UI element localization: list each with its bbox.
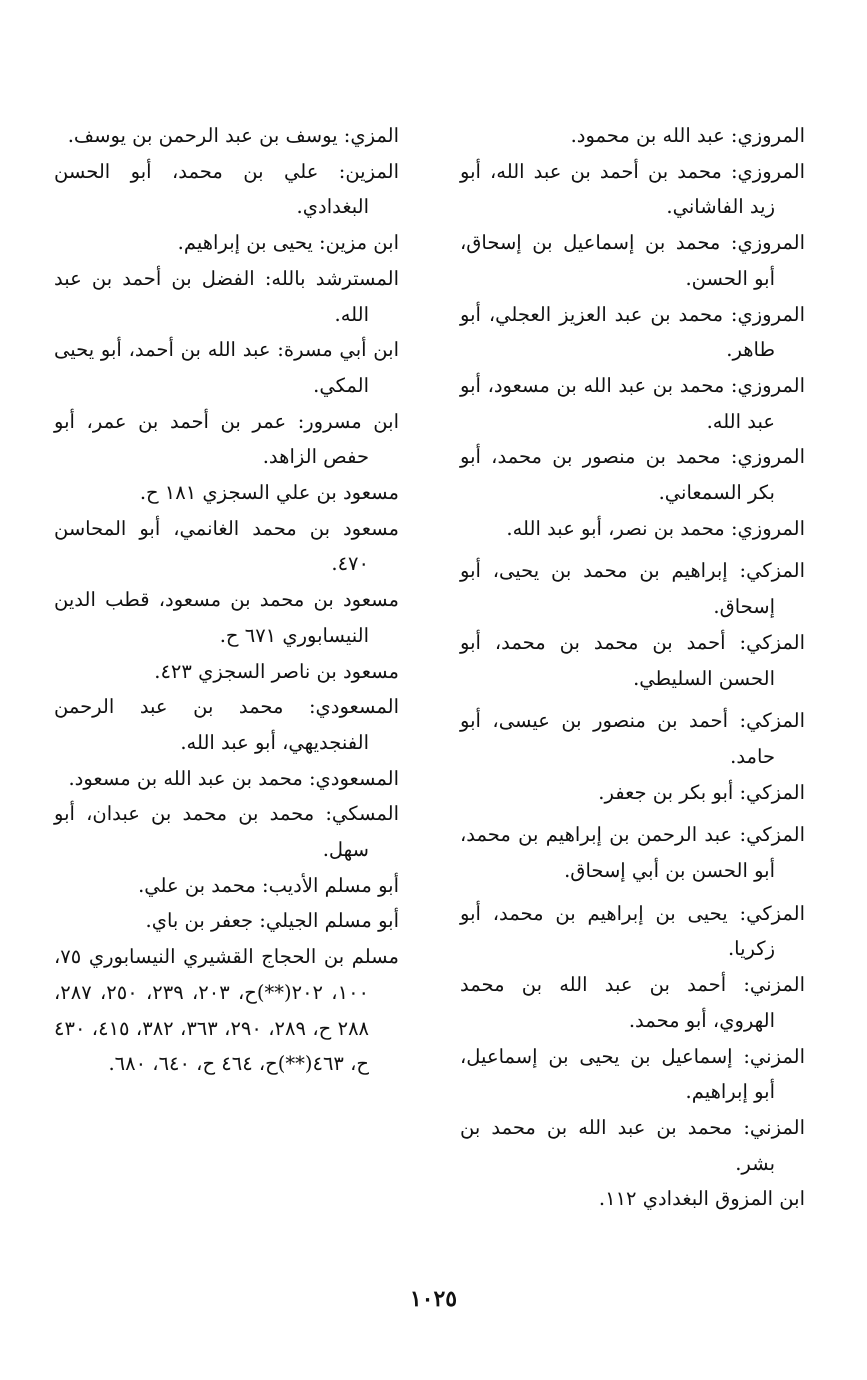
- index-entry: المسكي: محمد بن محمد بن عبدان، أبو سهل.: [54, 802, 399, 862]
- index-entry: المزكي: يحيى بن إبراهيم بن محمد، أبو زكريا.: [460, 901, 805, 961]
- index-entry: مسلم بن الحجاج القشيري النيسابوري ٧٥، ١٠٠، ٢٠٢(**)ح، ٢٠٣، ٢٣٩، ٢٥٠، ٢٨٧، ٢٨٨ ح، ٢٨٩، ٢٩٠، ٣٦٣، ٣٨٢، ٤١٥، ٤٣٠ ح، ٤٦٣(**)ح، ٤٦٤ ح، ٦٤٠، ٦٨٠.: [54, 945, 399, 1076]
- index-entry: مسعود بن ناصر السجزي ٤٢٣.: [154, 659, 399, 683]
- index-entry: المروزي: محمد بن عبد العزيز العجلي، أبو طاهر.: [460, 302, 805, 362]
- index-entry: المزين: علي بن محمد، أبو الحسن البغدادي.: [54, 159, 399, 219]
- index-entry: ابن أبي مسرة: عبد الله بن أحمد، أبو يحيى المكي.: [54, 338, 399, 397]
- index-entry: مسعود بن محمد الغانمي، أبو المحاسن ٤٧٠.: [54, 516, 399, 576]
- left-column: [54, 118, 399, 1082]
- index-entry: المروزي: محمد بن أحمد بن عبد الله، أبو زيد الفاشاني.: [460, 159, 805, 219]
- index-entry: ابن مسرور: عمر بن أحمد بن عمر، أبو حفص الزاهد.: [54, 409, 399, 469]
- index-entry: المسعودي: محمد بن عبد الله بن مسعود.: [68, 766, 399, 790]
- index-entry: المروزي: عبد الله بن محمود.: [570, 124, 805, 147]
- index-entry: المزني: محمد بن عبد الله بن محمد بن بشر.: [460, 1115, 805, 1175]
- index-entry: المسترشد بالله: الفضل بن أحمد بن عبد الله.: [54, 266, 399, 326]
- index-entry: المروزي: محمد بن إسماعيل بن إسحاق، أبو الحسن.: [460, 231, 805, 290]
- index-entry: المسعودي: محمد بن عبد الرحمن الفنجديهي، أبو عبد الله.: [54, 695, 399, 754]
- index-entry: المروزي: محمد بن نصر، أبو عبد الله.: [506, 516, 805, 540]
- index-entry: المزكي: أبو بكر بن جعفر.: [598, 780, 805, 804]
- index-entry: المزني: إسماعيل بن يحيى بن إسماعيل، أبو إبراهيم.: [460, 1044, 805, 1104]
- index-entry: مسعود بن علي السجزي ١٨١ ح.: [139, 481, 399, 505]
- index-entry: ابن مزين: يحيى بن إبراهيم.: [177, 231, 399, 255]
- index-entry: المزكي: إبراهيم بن محمد بن يحيى، أبو إسحاق.: [460, 559, 805, 619]
- index-entry: المزكي: أحمد بن محمد بن محمد، أبو الحسن السليطي.: [460, 630, 805, 690]
- page-number: ١٠٢٥: [409, 1286, 458, 1312]
- index-entry: أبو مسلم الأديب: محمد بن علي.: [138, 873, 399, 897]
- index-entry: المزي: يوسف بن عبد الرحمن بن يوسف.: [67, 124, 399, 147]
- index-entry: المزكي: أحمد بن منصور بن عيسى، أبو حامد.: [460, 709, 805, 768]
- index-entry: المزكي: عبد الرحمن بن إبراهيم بن محمد، أبو الحسن بن أبي إسحاق.: [460, 823, 805, 883]
- index-entry: المروزي: محمد بن منصور بن محمد، أبو بكر السمعاني.: [460, 445, 805, 505]
- index-entry: ابن المزوق البغدادي ١١٢.: [598, 1187, 805, 1211]
- index-entry: المزني: أحمد بن عبد الله بن محمد الهروي، أبو محمد.: [460, 973, 805, 1032]
- index-entry: مسعود بن محمد بن مسعود، قطب الدين النيسابوري ٦٧١ ح.: [54, 588, 399, 647]
- index-entry: أبو مسلم الجيلي: جعفر بن باي.: [145, 909, 399, 933]
- index-entry: المروزي: محمد بن عبد الله بن مسعود، أبو عبد الله.: [460, 373, 805, 433]
- right-column: [460, 118, 805, 1217]
